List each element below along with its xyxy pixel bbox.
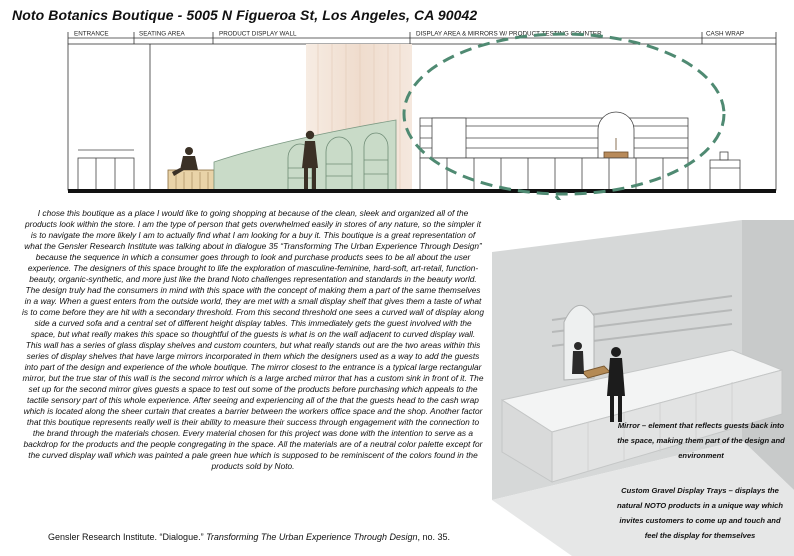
zone-label-product-wall: PRODUCT DISPLAY WALL — [219, 30, 297, 38]
page-title: Noto Botanics Boutique - 5005 N Figueroa St, Los Angeles, CA 90042 — [12, 7, 478, 23]
zone-label-display-area: DISPLAY AREA & MIRRORS W/ PRODUCT TESTING COUNTER — [416, 30, 602, 38]
mirror-display-wall — [420, 112, 688, 190]
store-elevation-drawing — [0, 0, 794, 200]
floor-line — [68, 189, 776, 193]
essay-paragraph: I chose this boutique as a place I would like to going shopping at because of the clean, sleek and organized all of the products look within the store. I am the type of person that gets overwhelmed easily in stores of any nature, so the simpler it is to navigate the more likely I am to actually find what I am looking for a buy it. This boutique is a great representation of what the Gensler Research Institute was talking about in dialogue 35 “Transforming The Urban Experience Through Design” because the sequence in which a consumer goes through to look and purchase products sees to be all about the user experience. The designers of this space brought to life the exploration of masculine-feminine, hard-soft, art-retail, function-beauty, organic-synthetic, and more just like the brand Noto challenges representation and standards in the beauty world. The design truly had the consumers in mind with this space with the concept of making them a part of the same themselves in a way. When a guest enters from the outside world, they are met with a small display shelf that gives them a taste of what is to come before they are hit with a secondary threshold. From this second threshold one sees a curved wall of display along side a curved sofa and a central set of different height display tables. This immediately gets the guest involved with the space, but what really makes this space so thoughtful of the guests is what is on the wall adjacent to curved display wall. This wall has a series of glass display shelves and custom counters, but what really stands out are the two areas within this series of display shelves that have large mirrors incorporated in them which the designers used as a way to add the guests into part of the design and experience of the whole boutique. The mirror closest to the entrance is a typical large rectangular mirror, but the true star of this wall is the second mirror which is a large arched mirror that has a custom sink in front of it. The set up for the second mirror gives guests a space to test out some of the products before purchasing which appeals to the tactile sensory part of this whole experience. After seeing and experiencing all of the that the guests head to the cash wrap which is located along the sheer curtain that creates a barrier between the workers office space and the shop. Another factor that this boutique represents really well is their ability to measure their success through engagement with the connection to the brand through the materials chosen. Every material chosen for this project was done with the intention to serve as a backdrop for the products and the people congregating in the space. All the materials are of a neutral color palette except for the curved display wall which was painted a pale green hue which is supposed to be reminiscent of the colors found in the products sold by Noto. — [22, 208, 484, 472]
caption-gravel-trays: Custom Gravel Display Trays – displays the natural NOTO products in a unique way which invites customers to come up and touch and feel the display for themselves — [616, 486, 784, 540]
caption-mirror: Mirror – element that reflects guests back into the space, making them part of the design and environment — [617, 421, 785, 460]
cash-wrap-counter — [710, 152, 740, 190]
citation-prefix: Gensler Research Institute. “Dialogue.” — [48, 532, 207, 542]
zone-label-cash-wrap: CASH WRAP — [706, 30, 745, 38]
zone-label-entrance: ENTRANCE — [74, 30, 109, 38]
zone-label-seating: SEATING AREA — [139, 30, 185, 38]
citation-title: Transforming The Urban Experience Through Design — [206, 532, 418, 542]
entrance-display-shelf — [78, 150, 134, 190]
citation — [48, 532, 450, 542]
citation-suffix: , no. 35. — [417, 532, 451, 542]
